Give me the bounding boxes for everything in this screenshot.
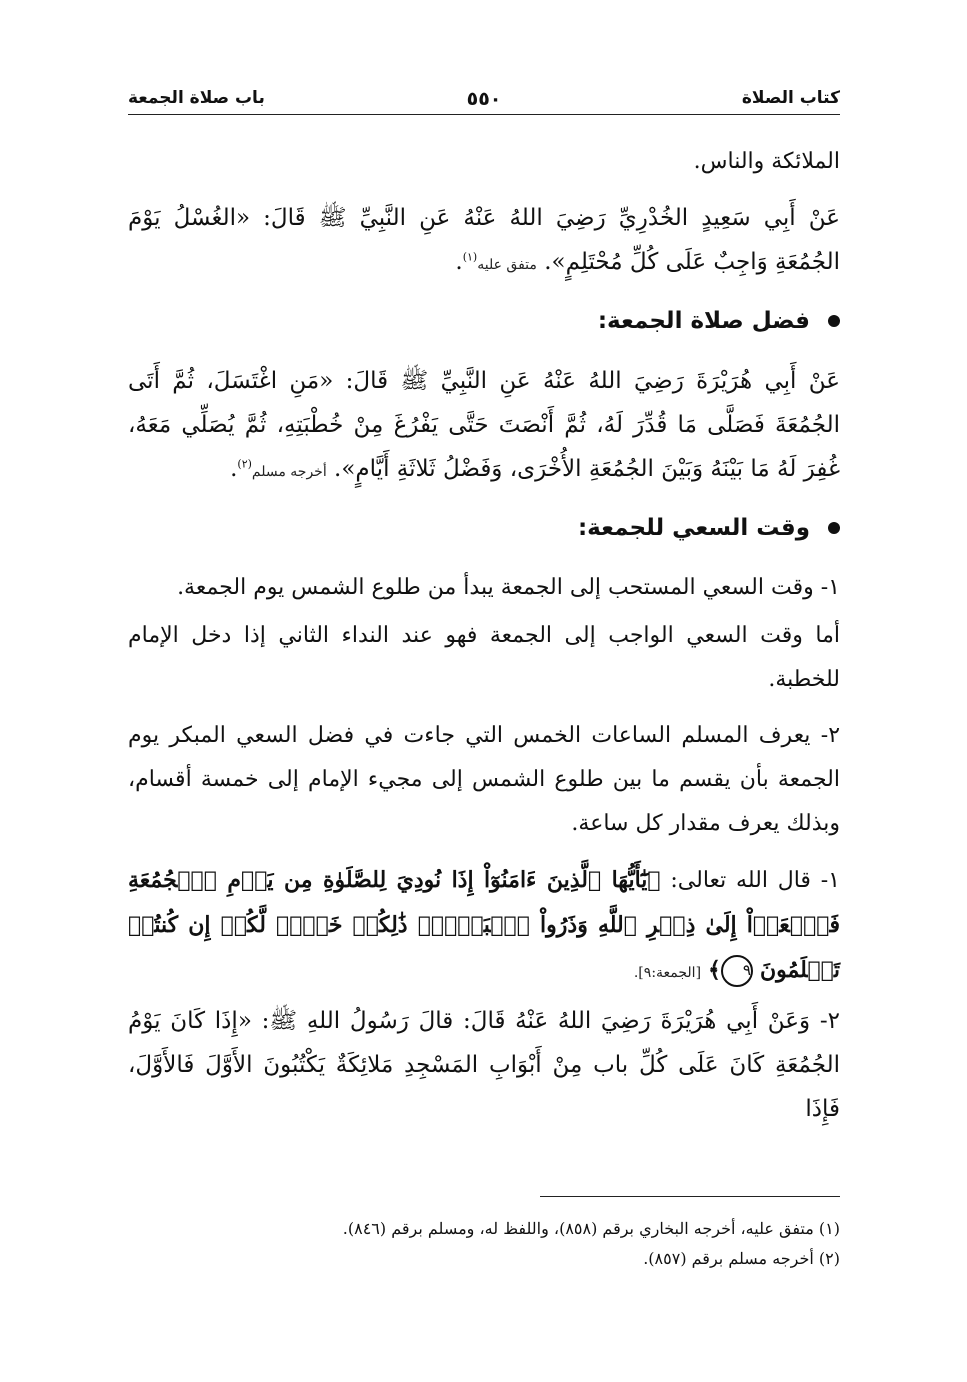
hadith-text: عَنْ أَبِي هُرَيْرَةَ رَضِيَ اللهُ عَنْهُ عَنِ النَّبِيِّ ﷺ قَالَ: «مَنِ اغْتَسَلَ، ثُمَّ أَتَى الجُمُعَةَ فَصَلَّى مَا قُدِّرَ لَهُ، ثُمَّ أَنْصَتَ حَتَّى يَفْرُغَ مِنْ خُطْبَتِهِ، ثُمَّ يُصَلِّي مَعَهُ، غُفِرَ لَهُ مَا بَيْنَهُ وَبَيْنَ الجُمُعَةِ الأُخْرَى، وَفَضْلُ ثَلاثَةِ أَيَّامٍ». — [128, 368, 840, 482]
paragraph-continuation: الملائكة والناس. — [693, 149, 840, 174]
chapter-title: باب صلاة الجمعة — [128, 88, 265, 108]
item-number: ٢- — [820, 723, 841, 748]
heading-text: وقت السعي للجمعة: — [577, 515, 810, 541]
footnote-2: (٢) أخرجه مسلم برقم (٨٥٧). — [643, 1249, 840, 1268]
item-text: يعرف المسلم الساعات الخمس التي جاءت في فضل السعي المبكر يوم الجمعة بأن يقسم ما بين طلوع الشمس إلى مجيء الإمام إلى خمسة أقسام، وبذلك يعرف مقدار كل ساعة. — [128, 723, 840, 836]
footnotes — [128, 1214, 840, 1274]
hadith-virtue: عَنْ أَبِي هُرَيْرَةَ رَضِيَ اللهُ عَنْهُ عَنِ النَّبِيِّ ﷺ قَالَ: «مَنِ اغْتَسَلَ، ثُمَّ أَتَى الجُمُعَةَ فَصَلَّى مَا قُدِّرَ لَهُ، ثُمَّ أَنْصَتَ حَتَّى يَفْرُغَ مِنْ خُطْبَتِهِ، ثُمَّ يُصَلِّي مَعَهُ، غُفِرَ لَهُ مَا بَيْنَهُ وَبَيْنَ الجُمُعَةِ الأُخْرَى، وَفَضْلُ ثَلاثَةِ أَيَّامٍ». أخرجه مسلم$^{(٢)}$. — [128, 368, 840, 482]
heading-text: فضل صلاة الجمعة: — [597, 308, 810, 334]
evidence-quran — [128, 858, 840, 995]
list-item-1 — [128, 566, 840, 610]
footnote-1: (١) متفق عليه، أخرجه البخاري برقم (٨٥٨)، واللفظ له، ومسلم برقم (٨٤٦). — [342, 1219, 840, 1238]
ayah-number-icon: ٩ — [721, 955, 753, 987]
evidence-hadith — [128, 999, 840, 1131]
quran-verse: ﴿يَٰٓأَيُّهَا ٱلَّذِينَ ءَامَنُوٓاْ إِذَا نُودِيَ لِلصَّلَوٰةِ مِن يَوۡمِ ٱلۡجُمُعَةِ فَٱسۡعَوۡاْ إِلَىٰ ذِكۡرِ ٱللَّهِ وَذَرُواْ ٱلۡبَيۡعَۚ ذَٰلِكُمۡ خَيۡرٞ لَّكُمۡ إِن كُنتُمۡ تَعۡلَمُونَ — [128, 867, 841, 983]
bullet-icon — [828, 522, 840, 534]
quran-verse-close: ﴾ — [708, 957, 721, 983]
footnote-marker: (٢) — [237, 457, 252, 471]
main-text — [128, 140, 840, 1143]
hadith-text: وَعَنْ أَبِي هُرَيْرَةَ رَضِيَ اللهُ عَنْهُ قَالَ: قالَ رَسُولُ اللهِ ﷺ: «إِذَا كَانَ يَوْمُ الجُمُعَةِ كَانَ عَلَى كُلِّ باب مِنْ أَبْوَابِ المَسْجِدِ مَلائِكَةٌ يَكْتُبُونَ الأَوَّلَ فَالأَوَّلَ، فَإِذَا — [128, 1008, 840, 1122]
list-item-2 — [128, 714, 840, 846]
section-heading-time — [128, 506, 840, 550]
paragraph-obligatory-time: أما وقت السعي الواجب إلى الجمعة فهو عند النداء الثاني إذا دخل الإمام للخطبة. — [128, 623, 840, 692]
item-number: ١- — [820, 575, 840, 600]
hadith-ghusl: عَنْ أَبِي سَعِيدٍ الخُدْرِيِّ رَضِيَ اللهُ عَنْهُ عَنِ النَّبِيِّ ﷺ قَالَ: «الغُسْلُ يَوْمَ الجُمُعَةِ وَاجِبٌ عَلَى كُلِّ مُحْتَلِمٍ». متفق عليه$^{(١)}$. — [128, 205, 840, 275]
evidence-lead: قال الله تعالى: — [670, 868, 811, 893]
verse-reference: [الجمعة:٩]. — [633, 965, 702, 981]
section-heading-virtue — [128, 299, 840, 343]
item-text: وقت السعي المستحب إلى الجمعة يبدأ من طلوع الشمس يوم الجمعة. — [177, 575, 814, 600]
hadith-reference: أخرجه مسلم — [251, 464, 327, 480]
page-number: ٥٥٠ — [466, 88, 502, 110]
hadith-text: عَنْ أَبِي سَعِيدٍ الخُدْرِيِّ رَضِيَ اللهُ عَنْهُ عَنِ النَّبِيِّ ﷺ قَالَ: «الغُسْلُ يَوْمَ الجُمُعَةِ وَاجِبٌ عَلَى كُلِّ مُحْتَلِمٍ». — [128, 205, 840, 275]
item-number: ١- — [820, 868, 840, 893]
hadith-reference: متفق عليه — [477, 257, 537, 273]
footnote-divider — [540, 1196, 840, 1197]
running-header — [128, 86, 840, 115]
footnote-marker: (١) — [462, 250, 478, 264]
bullet-icon — [828, 315, 840, 327]
book-title: كتاب الصلاة — [741, 88, 840, 108]
item-number: ٢- — [819, 1008, 840, 1034]
